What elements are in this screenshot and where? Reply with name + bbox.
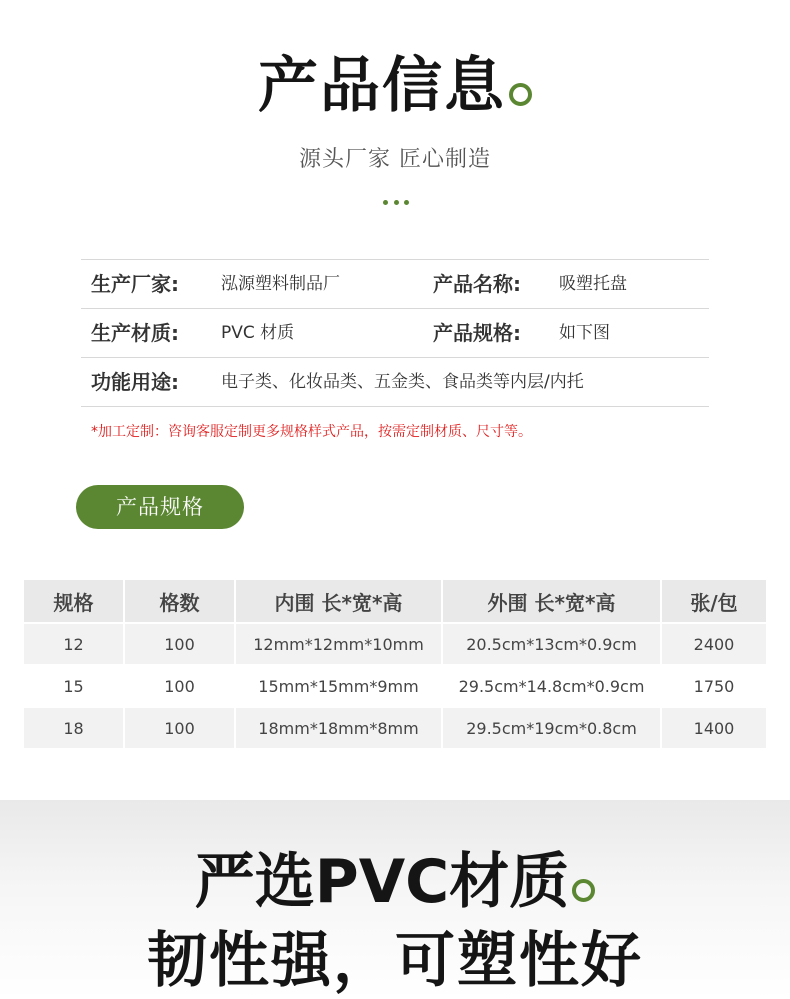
title-text: 产品信息 (258, 51, 506, 121)
table-cell: 12 (24, 623, 124, 665)
customization-note: *加工定制：咨询客服定制更多规格样式产品，按需定制材质、尺寸等。 (91, 424, 532, 440)
material-label: 生产材质: (91, 321, 179, 345)
table-cell: 15mm*15mm*9mm (235, 665, 442, 707)
spec-value: 如下图 (559, 323, 610, 343)
table-cell: 18 (24, 707, 124, 749)
period-ring-icon (509, 83, 532, 106)
product-name-value: 吸塑托盘 (559, 274, 627, 294)
period-ring-icon (572, 879, 595, 902)
page-subtitle: 源头厂家 匠心制造 (299, 147, 491, 172)
table-cell: 29.5cm*19cm*0.8cm (442, 707, 661, 749)
table-row (24, 707, 766, 749)
manufacturer-label: 生产厂家: (91, 272, 179, 296)
spec-label: 产品规格: (433, 321, 521, 345)
ellipsis-dots-icon (383, 200, 409, 206)
usage-label: 功能用途: (91, 370, 179, 394)
table-cell: 1750 (661, 665, 766, 707)
material-value: PVC 材质 (221, 323, 295, 343)
info-row-usage (81, 358, 709, 407)
table-cell: 100 (124, 665, 235, 707)
usage-value: 电子类、化妆品类、五金类、食品类等内层/内托 (221, 372, 584, 392)
table-cell: 100 (124, 623, 235, 665)
column-header: 外围 长*宽*高 (442, 580, 661, 623)
info-row-manufacturer (81, 260, 709, 309)
column-header: 格数 (124, 580, 235, 623)
feature-headline: 韧性强，可塑性好 (147, 926, 643, 996)
table-cell: 2400 (661, 623, 766, 665)
spec-table (24, 580, 766, 750)
table-cell: 100 (124, 707, 235, 749)
table-header-row (24, 580, 766, 623)
column-header: 内围 长*宽*高 (235, 580, 442, 623)
table-row (24, 665, 766, 707)
material-headline-text: 严选PVC材质 (194, 847, 570, 917)
column-header: 张/包 (661, 580, 766, 623)
info-row-material (81, 309, 709, 358)
product-info-list (81, 259, 709, 407)
page-title (0, 50, 790, 122)
table-cell: 29.5cm*14.8cm*0.9cm (442, 665, 661, 707)
table-cell: 20.5cm*13cm*0.9cm (442, 623, 661, 665)
table-cell: 1400 (661, 707, 766, 749)
product-name-label: 产品名称: (433, 272, 521, 296)
table-cell: 12mm*12mm*10mm (235, 623, 442, 665)
material-headline (0, 846, 790, 918)
column-header: 规格 (24, 580, 124, 623)
table-row (24, 623, 766, 665)
table-cell: 15 (24, 665, 124, 707)
spec-section-badge: 产品规格 (76, 485, 244, 529)
table-cell: 18mm*18mm*8mm (235, 707, 442, 749)
manufacturer-value: 泓源塑料制品厂 (221, 274, 340, 294)
